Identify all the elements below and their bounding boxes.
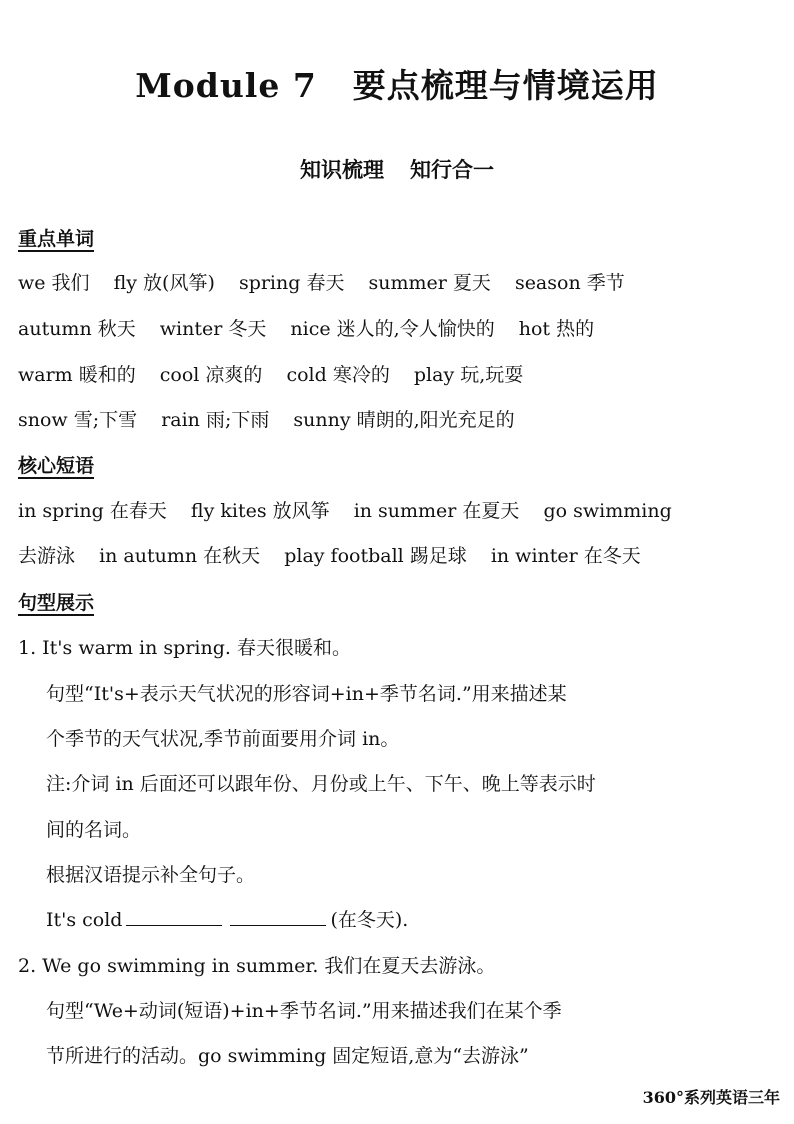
word-item: autumn 秋天	[18, 318, 136, 340]
sentence-2-pattern-line: 句型“We+动词(短语)+in+季节名词.”用来描述我们在某个季	[46, 1000, 562, 1022]
word-item: season 季节	[514, 272, 625, 294]
word-item: cool 凉爽的	[159, 364, 263, 386]
phrase-item: go swimming	[543, 500, 672, 522]
words-line	[18, 405, 778, 432]
exercise-prefix: It's cold	[46, 909, 123, 931]
words-line	[18, 314, 778, 341]
phrase-item: play football 踢足球	[284, 545, 467, 567]
word-item: cold 寒冷的	[286, 364, 390, 386]
sentence-1-pattern-line: 个季节的天气状况,季节前面要用介词 in。	[46, 728, 400, 750]
module-topic: 要点梳理与情境运用	[352, 66, 659, 105]
phrase-item: in spring 在春天	[18, 500, 167, 522]
word-item: we 我们	[18, 272, 90, 294]
sentence-1-note-line: 间的名词。	[46, 819, 142, 841]
word-item: spring 春天	[238, 272, 345, 294]
word-item: play 玩,玩耍	[413, 364, 524, 386]
answer-blank-2[interactable]	[230, 907, 326, 926]
phrase-item: in summer 在夏天	[353, 500, 520, 522]
sentence-1-exercise	[46, 905, 781, 932]
module-number: Module 7	[135, 66, 317, 105]
word-item: hot 热的	[518, 318, 595, 340]
word-item: sunny 晴朗的,阳光充足的	[293, 409, 515, 431]
words-line	[18, 268, 778, 295]
sentence-2-pattern-line: 节所进行的活动。go swimming 固定短语,意为“去游泳”	[46, 1045, 529, 1067]
word-item: warm 暖和的	[18, 364, 136, 386]
sentence-patterns-heading: 句型展示	[18, 592, 95, 614]
sentence-1-note-line: 注:介词 in 后面还可以跟年份、月份或上午、下午、晚上等表示时	[46, 773, 596, 795]
word-item: summer 夏天	[368, 272, 491, 294]
key-words-heading: 重点单词	[18, 228, 95, 250]
word-item: nice 迷人的,令人愉快的	[290, 318, 495, 340]
phrase-item: in autumn 在秋天	[99, 545, 261, 567]
answer-blank-1[interactable]	[126, 907, 222, 926]
word-item: snow 雪;下雪	[18, 409, 138, 431]
phrase-item: in winter 在冬天	[490, 545, 641, 567]
sentence-1-pattern-line: 句型“It's+表示天气状况的形容词+in+季节名词.”用来描述某	[46, 683, 567, 705]
words-line	[18, 360, 778, 387]
word-item: winter 冬天	[159, 318, 267, 340]
phrases-line	[18, 496, 778, 523]
page-footer: 360°系列英语三年	[642, 1088, 780, 1107]
word-item: fly 放(风筝)	[113, 272, 215, 294]
page-title	[0, 60, 794, 107]
subtitle-left: 知识梳理	[300, 157, 384, 182]
phrase-item: fly kites 放风筝	[190, 500, 330, 522]
section-subtitle	[0, 154, 794, 184]
sentence-2-main: 2. We go swimming in summer. 我们在夏天去游泳。	[18, 955, 496, 977]
sentence-1-main: 1. It's warm in spring. 春天很暖和。	[18, 637, 351, 659]
exercise-hint: (在冬天).	[330, 909, 409, 931]
word-item: rain 雨;下雨	[161, 409, 270, 431]
phrases-line	[18, 541, 778, 568]
subtitle-right: 知行合一	[410, 157, 494, 182]
phrase-item: 去游泳	[18, 545, 76, 567]
core-phrases-heading: 核心短语	[18, 455, 95, 477]
sentence-1-task: 根据汉语提示补全句子。	[46, 864, 256, 886]
